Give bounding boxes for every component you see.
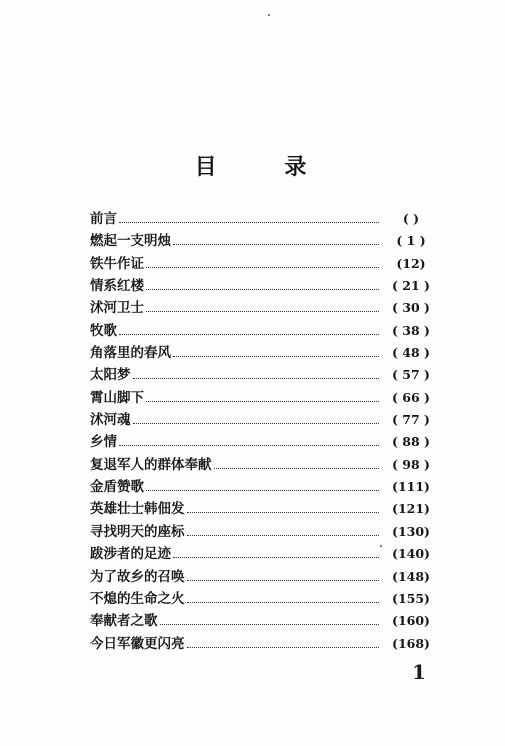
dot-leader xyxy=(146,401,379,402)
toc-entry xyxy=(90,364,440,386)
dot-leader xyxy=(133,378,380,379)
toc-entry-title: 太阳梦 xyxy=(90,367,131,384)
toc-entry xyxy=(90,320,440,342)
toc-entry-title: 燃起一支明烛 xyxy=(90,233,171,250)
toc-entry xyxy=(90,521,440,543)
dot-leader xyxy=(187,512,380,513)
toc-entry-title: 沭河魂 xyxy=(90,412,131,429)
dot-leader xyxy=(119,222,379,223)
toc-entry xyxy=(90,476,440,498)
toc-entry xyxy=(90,253,440,275)
toc-entry xyxy=(90,208,440,230)
dot-leader xyxy=(146,267,379,268)
dot-leader xyxy=(187,535,380,536)
toc-entry-page: (140) xyxy=(392,546,430,562)
scan-speck xyxy=(268,14,270,16)
page-title: 目 录 xyxy=(194,155,337,180)
dot-leader xyxy=(119,334,379,335)
toc-entry-page: (160) xyxy=(392,613,430,629)
toc-entry-title: 情系红楼 xyxy=(90,278,144,295)
toc-entry-page: ( 30 ) xyxy=(392,300,430,316)
toc-entry-title: 不熄的生命之火 xyxy=(90,590,185,607)
toc-entry-page: (12) xyxy=(396,255,426,271)
toc-entry xyxy=(90,543,440,565)
toc-entry xyxy=(90,633,440,655)
dot-leader xyxy=(187,647,380,648)
dot-leader xyxy=(119,445,379,446)
toc-entry-page: (155) xyxy=(392,590,430,606)
toc-entry-page: ( 38 ) xyxy=(392,322,430,338)
toc-entry xyxy=(90,342,440,364)
toc-entry-title: 霄山脚下 xyxy=(90,389,144,406)
toc-entry-title: 角落里的春风 xyxy=(90,345,171,362)
toc-entry xyxy=(90,387,440,409)
toc-entry-title: 为了故乡的召唤 xyxy=(90,568,185,585)
toc-entry xyxy=(90,588,440,610)
toc-entry xyxy=(90,454,440,476)
toc-entry-title: 今日军徽更闪亮 xyxy=(90,635,185,652)
toc-entry xyxy=(90,431,440,453)
dot-leader xyxy=(187,580,380,581)
dot-leader xyxy=(214,468,380,469)
toc-entry-page: (130) xyxy=(392,523,430,539)
toc-entry-title: 跋涉者的足迹 xyxy=(90,546,171,563)
toc-entry-page: ( 98 ) xyxy=(392,456,430,472)
toc-entry-title: 寻找明天的座标 xyxy=(90,523,185,540)
toc-entry-title: 前言 xyxy=(90,211,117,227)
toc-entry-title: 牧歌 xyxy=(90,322,117,339)
toc-entry-title: 铁牛作证 xyxy=(90,255,144,272)
toc-entry-title: 英雄壮士韩佃发 xyxy=(90,501,185,518)
toc-entry-page: ( 21 ) xyxy=(392,278,430,294)
toc-entry xyxy=(90,297,440,319)
toc-entry xyxy=(90,498,440,520)
dot-leader xyxy=(187,602,380,603)
dot-leader xyxy=(146,289,379,290)
toc-entry-title: 复退军人的群体奉献 xyxy=(90,456,212,473)
dot-leader xyxy=(146,311,379,312)
toc-entry-title: 金盾赞歌 xyxy=(90,479,144,496)
page-number: 1 xyxy=(412,660,426,684)
toc-entry-page: (168) xyxy=(392,635,430,651)
toc-entry xyxy=(90,409,440,431)
scan-speck xyxy=(380,545,382,547)
toc-entry-page: (111) xyxy=(392,479,430,495)
toc-entry-page: ( 77 ) xyxy=(392,412,430,428)
toc-entry-page: ( 88 ) xyxy=(392,434,430,450)
toc-entry xyxy=(90,610,440,632)
dot-leader xyxy=(173,557,379,558)
dot-leader xyxy=(173,356,379,357)
toc-entry xyxy=(90,275,440,297)
dot-leader xyxy=(133,423,380,424)
toc-entry-page: ( 48 ) xyxy=(392,345,430,361)
toc-entry-title: 乡情 xyxy=(90,434,117,451)
toc-entry xyxy=(90,566,440,588)
toc-entry-title: 奉献者之歌 xyxy=(90,613,158,630)
toc-entry xyxy=(90,230,440,252)
toc-entry-page: ( 1 ) xyxy=(396,233,426,249)
toc-entry-page: (121) xyxy=(392,501,430,517)
toc-entry-page: (148) xyxy=(392,568,430,584)
toc-entry-page: ( ) xyxy=(402,211,420,226)
dot-leader xyxy=(173,244,379,245)
table-of-contents xyxy=(90,208,440,655)
toc-entry-page: ( 57 ) xyxy=(392,367,430,383)
dot-leader xyxy=(160,624,380,625)
dot-leader xyxy=(146,490,379,491)
toc-entry-page: ( 66 ) xyxy=(392,389,430,405)
toc-entry-title: 沭河卫士 xyxy=(90,300,144,317)
